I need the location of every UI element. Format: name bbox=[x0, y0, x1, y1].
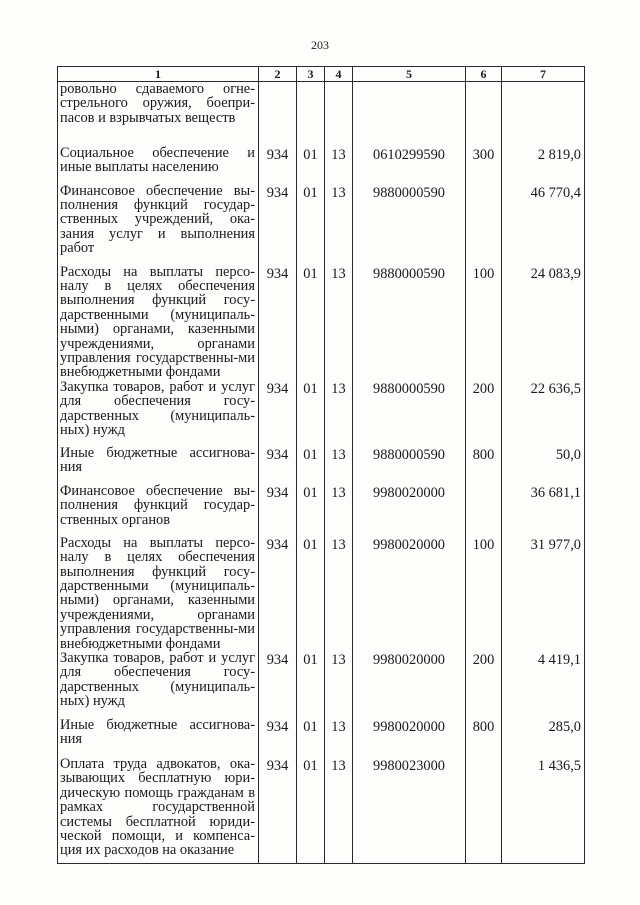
row-name: Финансовое обеспечение вы-полнения функций государ-ственных органов bbox=[58, 484, 259, 536]
cell-admin-code: 934 bbox=[259, 380, 297, 446]
cell-amount: 4 419,1 bbox=[502, 651, 585, 718]
row-name: ровольно сдаваемого огне-стрельного оружия, боепри-пасов и взрывчатых веществ bbox=[58, 82, 259, 146]
cell-admin-code: 934 bbox=[259, 184, 297, 265]
col-header: 7 bbox=[502, 67, 585, 82]
cell-section: 01 bbox=[297, 484, 325, 536]
row-name: Иные бюджетные ассигнова-ния bbox=[58, 446, 259, 484]
cell-expense-type bbox=[466, 484, 502, 536]
row-name: Расходы на выплаты персо-налу в целях обеспечения выполнения функций госу-дарственными (муниципаль-ными) органами, казенными учреждениями, органами управления государственны-ми внебюджетными фондами bbox=[58, 265, 259, 380]
cell-subsection: 13 bbox=[325, 380, 353, 446]
table-row bbox=[58, 380, 585, 446]
cell-admin-code: 934 bbox=[259, 651, 297, 718]
row-name: Финансовое обеспечение вы-полнения функций государ-ственных учреждений, ока-зания услуг и выполнения работ bbox=[58, 184, 259, 265]
cell-amount: 2 819,0 bbox=[502, 146, 585, 184]
cell-subsection: 13 bbox=[325, 184, 353, 265]
cell-subsection bbox=[325, 82, 353, 146]
cell-amount: 285,0 bbox=[502, 718, 585, 757]
col-header: 5 bbox=[353, 67, 466, 82]
cell-amount: 24 083,9 bbox=[502, 265, 585, 380]
cell-amount: 36 681,1 bbox=[502, 484, 585, 536]
cell-expense-type: 800 bbox=[466, 718, 502, 757]
cell-subsection: 13 bbox=[325, 265, 353, 380]
cell-target-code: 9880000590 bbox=[353, 380, 466, 446]
cell-target-code: 9880000590 bbox=[353, 446, 466, 484]
cell-target-code bbox=[353, 82, 466, 146]
table-row bbox=[58, 446, 585, 484]
row-name: Иные бюджетные ассигнова-ния bbox=[58, 718, 259, 757]
cell-section: 01 bbox=[297, 757, 325, 863]
cell-expense-type bbox=[466, 184, 502, 265]
col-header: 2 bbox=[259, 67, 297, 82]
page-number: 203 bbox=[311, 38, 329, 52]
cell-admin-code: 934 bbox=[259, 484, 297, 536]
cell-admin-code: 934 bbox=[259, 265, 297, 380]
cell-admin-code: 934 bbox=[259, 446, 297, 484]
cell-target-code: 0610299590 bbox=[353, 146, 466, 184]
cell-expense-type: 100 bbox=[466, 536, 502, 651]
table-row bbox=[58, 757, 585, 863]
col-header: 3 bbox=[297, 67, 325, 82]
cell-amount: 1 436,5 bbox=[502, 757, 585, 863]
cell-expense-type: 800 bbox=[466, 446, 502, 484]
cell-admin-code: 934 bbox=[259, 146, 297, 184]
cell-target-code: 9980020000 bbox=[353, 536, 466, 651]
budget-table bbox=[57, 66, 585, 864]
cell-expense-type bbox=[466, 82, 502, 146]
header-row bbox=[58, 67, 585, 82]
cell-subsection: 13 bbox=[325, 757, 353, 863]
row-name: Закупка товаров, работ и услуг для обеспечения госу-дарственных (муниципаль-ных) нужд bbox=[58, 651, 259, 718]
cell-subsection: 13 bbox=[325, 651, 353, 718]
cell-amount: 50,0 bbox=[502, 446, 585, 484]
cell-section: 01 bbox=[297, 380, 325, 446]
cell-admin-code bbox=[259, 82, 297, 146]
cell-section: 01 bbox=[297, 536, 325, 651]
row-name: Расходы на выплаты персо-налу в целях обеспечения выполнения функций госу-дарственными (муниципаль-ными) органами, казенными учреждениями, органами управления государственны-ми внебюджетными фондами bbox=[58, 536, 259, 651]
row-name: Оплата труда адвокатов, ока-зывающих бесплатную юри-дическую помощь гражданам в рамках государственной системы бесплатной юриди-ческой помощи, и компенса-ция их расходов на оказание bbox=[58, 757, 259, 863]
table-row bbox=[58, 82, 585, 146]
cell-subsection: 13 bbox=[325, 446, 353, 484]
table-row bbox=[58, 651, 585, 718]
cell-subsection: 13 bbox=[325, 146, 353, 184]
cell-expense-type: 300 bbox=[466, 146, 502, 184]
cell-target-code: 9980020000 bbox=[353, 718, 466, 757]
col-header: 6 bbox=[466, 67, 502, 82]
cell-expense-type: 200 bbox=[466, 651, 502, 718]
cell-section: 01 bbox=[297, 146, 325, 184]
cell-amount bbox=[502, 82, 585, 146]
table-row bbox=[58, 484, 585, 536]
table-row bbox=[58, 265, 585, 380]
cell-expense-type: 100 bbox=[466, 265, 502, 380]
cell-amount: 31 977,0 bbox=[502, 536, 585, 651]
cell-admin-code: 934 bbox=[259, 757, 297, 863]
col-header: 4 bbox=[325, 67, 353, 82]
cell-section: 01 bbox=[297, 651, 325, 718]
cell-subsection: 13 bbox=[325, 536, 353, 651]
cell-target-code: 9880000590 bbox=[353, 265, 466, 380]
cell-admin-code: 934 bbox=[259, 536, 297, 651]
cell-section: 01 bbox=[297, 718, 325, 757]
cell-target-code: 9980020000 bbox=[353, 484, 466, 536]
cell-subsection: 13 bbox=[325, 718, 353, 757]
cell-target-code: 9980020000 bbox=[353, 651, 466, 718]
cell-admin-code: 934 bbox=[259, 718, 297, 757]
cell-section: 01 bbox=[297, 184, 325, 265]
cell-section: 01 bbox=[297, 265, 325, 380]
cell-target-code: 9980023000 bbox=[353, 757, 466, 863]
table-row bbox=[58, 718, 585, 757]
cell-target-code: 9880000590 bbox=[353, 184, 466, 265]
cell-amount: 46 770,4 bbox=[502, 184, 585, 265]
cell-expense-type bbox=[466, 757, 502, 863]
cell-expense-type: 200 bbox=[466, 380, 502, 446]
table-row bbox=[58, 536, 585, 651]
cell-section bbox=[297, 82, 325, 146]
cell-subsection: 13 bbox=[325, 484, 353, 536]
col-header: 1 bbox=[58, 67, 259, 82]
row-name: Закупка товаров, работ и услуг для обеспечения госу-дарственных (муниципаль-ных) нужд bbox=[58, 380, 259, 446]
table-row bbox=[58, 184, 585, 265]
row-name: Социальное обеспечение и иные выплаты населению bbox=[58, 146, 259, 184]
cell-amount: 22 636,5 bbox=[502, 380, 585, 446]
cell-section: 01 bbox=[297, 446, 325, 484]
table-row bbox=[58, 146, 585, 184]
